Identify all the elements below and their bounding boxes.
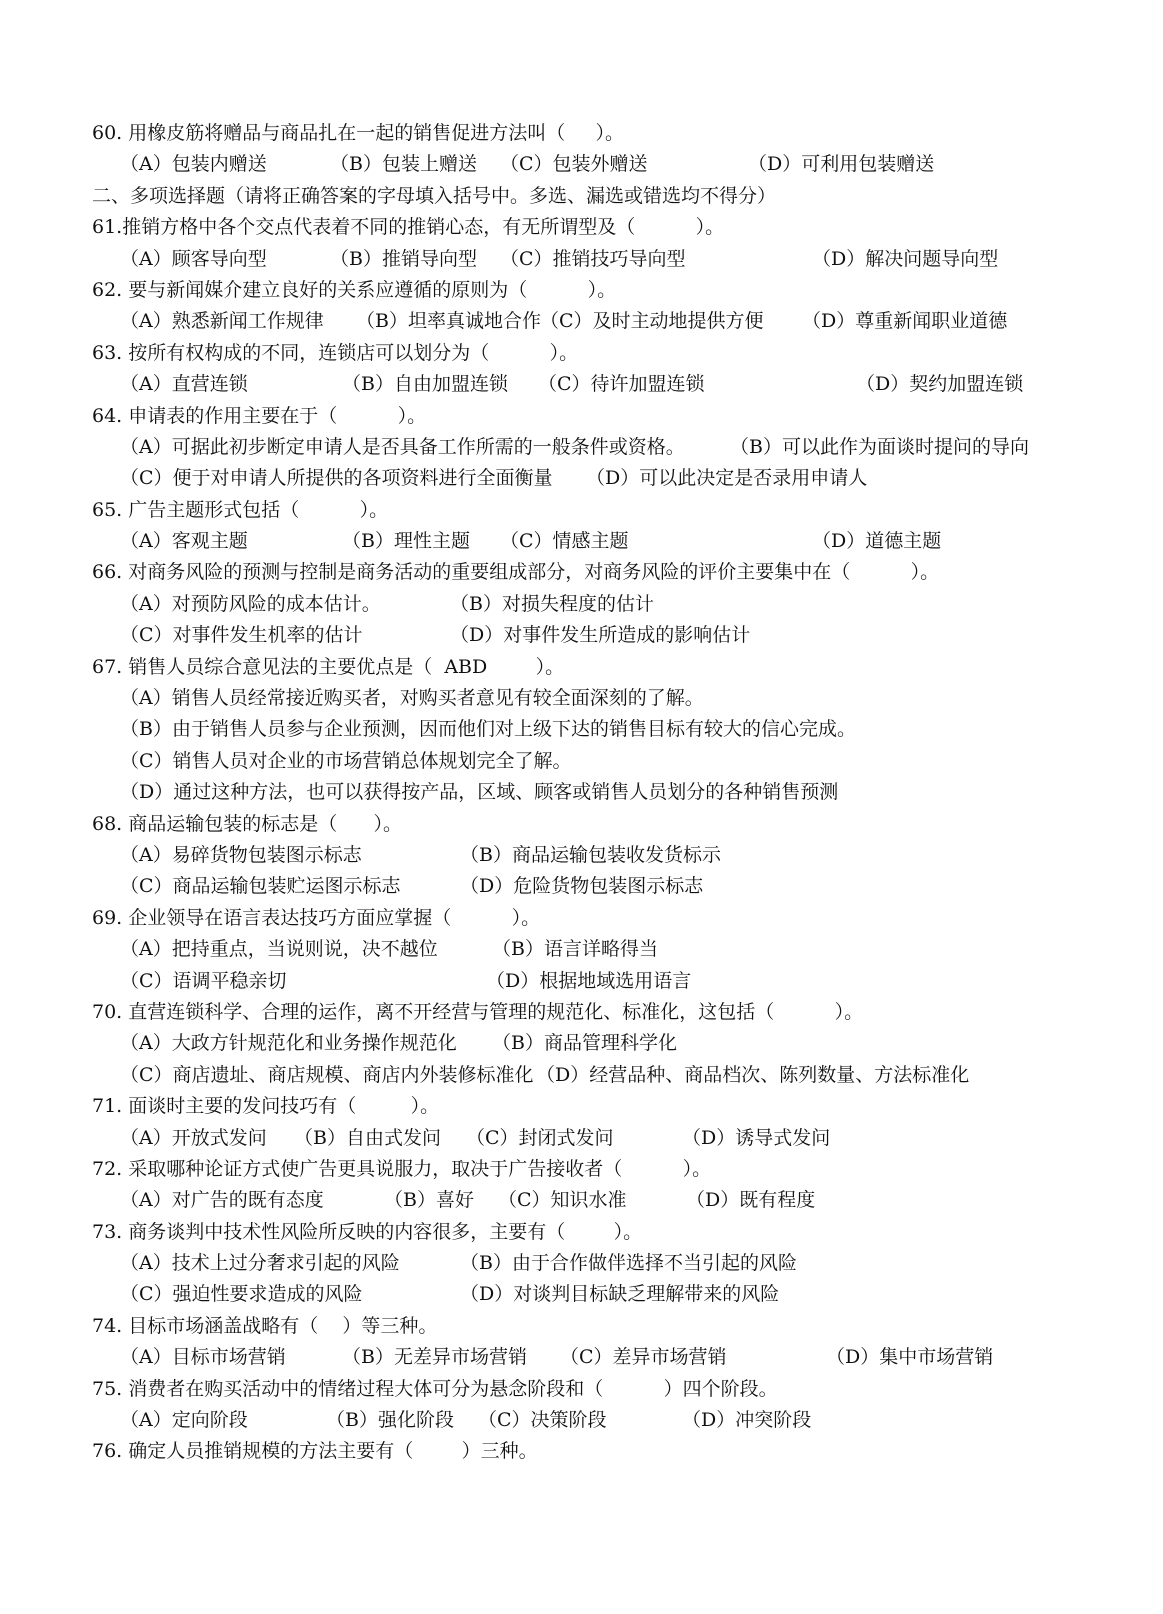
question-text: 73. 商务谈判中技术性风险所反映的内容很多，主要有（ ）。 (92, 1220, 643, 1243)
option-text: （C）及时主动地提供方便 (540, 310, 764, 333)
option-text: （A）熟悉新闻工作规律 (120, 310, 324, 333)
option-text: （C）情感主题 (500, 530, 629, 553)
options-row (92, 714, 1122, 745)
options-row (92, 244, 1122, 275)
options-row (92, 1185, 1122, 1216)
options-row (92, 746, 1122, 777)
option-text: （D）可利用包装赠送 (748, 153, 935, 176)
option-text: （A）销售人员经常接近购买者，对购买者意见有较全面深刻的了解。 (120, 687, 704, 710)
option-text: （D）经营品种、商品档次、陈列数量、方法标准化 (536, 1063, 970, 1086)
option-text: （C）决策阶段 (478, 1409, 607, 1432)
option-text: （B）喜好 (384, 1189, 474, 1212)
option-text: （D）可以此决定是否录用申请人 (586, 467, 868, 490)
option-text: （A）可据此初步断定申请人是否具备工作所需的一般条件或资格。 (120, 435, 685, 458)
question-text: 70. 直营连锁科学、合理的运作，离不开经营与管理的规范化、标准化，这包括（ ）。 (92, 1000, 864, 1023)
options-row (92, 777, 1122, 808)
options-row (92, 369, 1122, 400)
option-text: （A）定向阶段 (120, 1409, 248, 1432)
option-text: （D）解决问题导向型 (812, 247, 999, 270)
question-text: 61.推销方格中各个交点代表着不同的推销心态，有无所谓型及（ ）。 (92, 216, 725, 239)
options-row (92, 966, 1122, 997)
options-row (92, 1060, 1122, 1091)
option-text: （B）理性主题 (342, 530, 470, 553)
option-text: （B）推销导向型 (330, 247, 477, 270)
option-text: （C）便于对申请人所提供的各项资料进行全面衡量 (120, 467, 553, 490)
option-text: （B）语言详略得当 (492, 938, 658, 961)
question-text: 69. 企业领导在语言表达技巧方面应掌握（ ）。 (92, 906, 541, 929)
option-text: （D）危险货物包装图示标志 (460, 875, 704, 898)
option-text: （C）语调平稳亲切 (120, 969, 287, 992)
options-row (92, 589, 1122, 620)
option-text: （B）无差异市场营销 (342, 1346, 527, 1369)
option-text: （C）包装外赠送 (500, 153, 648, 176)
option-text: （C）销售人员对企业的市场营销总体规划完全了解。 (120, 749, 572, 772)
option-text: （C）商品运输包装贮运图示标志 (120, 875, 401, 898)
option-text: （B）商品管理科学化 (492, 1032, 677, 1055)
option-text: （B）包装上赠送 (330, 153, 477, 176)
question-text: 76. 确定人员推销规模的方法主要有（ ）三种。 (92, 1440, 538, 1463)
option-text: （C）推销技巧导向型 (500, 247, 686, 270)
option-text: （A）包装内赠送 (120, 153, 267, 176)
option-text: （B）自由加盟连锁 (342, 373, 508, 396)
option-text: （C）封闭式发问 (466, 1126, 614, 1149)
option-text: （C）差异市场营销 (560, 1346, 727, 1369)
option-text: （D）集中市场营销 (826, 1346, 994, 1369)
option-text: （A）对预防风险的成本估计。 (120, 592, 381, 615)
option-text: （B）自由式发问 (294, 1126, 441, 1149)
question-text: 75. 消费者在购买活动中的情绪过程大体可分为悬念阶段和（ ）四个阶段。 (92, 1377, 778, 1400)
option-text: （D）通过这种方法，也可以获得按产品，区域、顾客或销售人员划分的各种销售预测 (120, 781, 839, 804)
option-text: （B）由于销售人员参与企业预测，因而他们对上级下达的销售目标有较大的信心完成。 (120, 718, 856, 741)
options-row (92, 526, 1122, 557)
option-text: （B）对损失程度的估计 (450, 592, 654, 615)
question-text: 65. 广告主题形式包括（ ）。 (92, 498, 389, 521)
options-row (92, 620, 1122, 651)
options-row (92, 149, 1122, 180)
option-text: （C）知识水准 (498, 1189, 627, 1212)
question-text: 72. 采取哪种论证方式使广告更具说服力，取决于广告接收者（ ）。 (92, 1157, 712, 1180)
option-text: （C）商店遗址、商店规模、商店内外装修标准化 (120, 1063, 534, 1086)
option-text: （C）待许加盟连锁 (538, 373, 705, 396)
question-text: 68. 商品运输包装的标志是（ ）。 (92, 812, 402, 835)
option-text: （A）大政方针规范化和业务操作规范化 (120, 1032, 457, 1055)
options-row (92, 1123, 1122, 1154)
option-text: （D）冲突阶段 (682, 1409, 812, 1432)
option-text: （B）坦率真诚地合作 (356, 310, 541, 333)
option-text: （D）根据地域选用语言 (486, 969, 692, 992)
option-text: （B）可以此作为面谈时提问的导向 (730, 435, 1029, 458)
options-row (92, 683, 1122, 714)
question-text: 63. 按所有权构成的不同，连锁店可以划分为（ ）。 (92, 341, 579, 364)
option-text: （B）强化阶段 (326, 1409, 454, 1432)
question-text: 71. 面谈时主要的发问技巧有（ ）。 (92, 1095, 440, 1118)
options-row (92, 432, 1122, 463)
option-text: （A）顾客导向型 (120, 247, 267, 270)
option-text: （A）客观主题 (120, 530, 248, 553)
option-text: （A）对广告的既有态度 (120, 1189, 324, 1212)
option-text: （D）尊重新闻职业道德 (802, 310, 1008, 333)
options-row (92, 840, 1122, 871)
option-text: （D）诱导式发问 (682, 1126, 831, 1149)
option-text: （A）技术上过分奢求引起的风险 (120, 1252, 400, 1275)
option-text: （D）对谈判目标缺乏理解带来的风险 (460, 1283, 780, 1306)
option-text: （D）契约加盟连锁 (856, 373, 1024, 396)
question-text: 64. 申请表的作用主要在于（ ）。 (92, 404, 427, 427)
options-row (92, 463, 1122, 494)
options-row (92, 1405, 1122, 1436)
options-row (92, 934, 1122, 965)
option-text: （C）对事件发生机率的估计 (120, 624, 363, 647)
options-row (92, 1279, 1122, 1310)
option-text: （D）对事件发生所造成的影响估计 (450, 624, 751, 647)
option-text: （C）强迫性要求造成的风险 (120, 1283, 363, 1306)
option-text: （A）把持重点，当说则说，决不越位 (120, 938, 438, 961)
option-text: （A）开放式发问 (120, 1126, 267, 1149)
option-text: （D）既有程度 (686, 1189, 816, 1212)
question-text: 62. 要与新闻媒介建立良好的关系应遵循的原则为（ ）。 (92, 278, 617, 301)
option-text: （B）商品运输包装收发货标示 (460, 843, 721, 866)
options-row (92, 306, 1122, 337)
option-text: （A）目标市场营销 (120, 1346, 286, 1369)
options-row (92, 871, 1122, 902)
section-heading: 二、多项选择题（请将正确答案的字母填入括号中。多选、漏选或错选均不得分） (92, 184, 777, 207)
question-text: 74. 目标市场涵盖战略有（ ）等三种。 (92, 1314, 438, 1337)
question-list (92, 118, 1122, 1468)
options-row (92, 1342, 1122, 1373)
options-row (92, 1248, 1122, 1279)
option-text: （B）由于合作做伴选择不当引起的风险 (460, 1252, 797, 1275)
options-row (92, 1028, 1122, 1059)
question-text: 60. 用橡皮筋将赠品与商品扎在一起的销售促进方法叫（ ）。 (92, 122, 624, 144)
question-text: 67. 销售人员综合意见法的主要优点是（ ABD ）。 (92, 655, 565, 678)
question-text: 66. 对商务风险的预测与控制是商务活动的重要组成部分，对商务风险的评价主要集中在（ ）。 (92, 561, 940, 584)
option-text: （A）直营连锁 (120, 373, 248, 396)
option-text: （D）道德主题 (812, 530, 942, 553)
option-text: （A）易碎货物包装图示标志 (120, 843, 362, 866)
